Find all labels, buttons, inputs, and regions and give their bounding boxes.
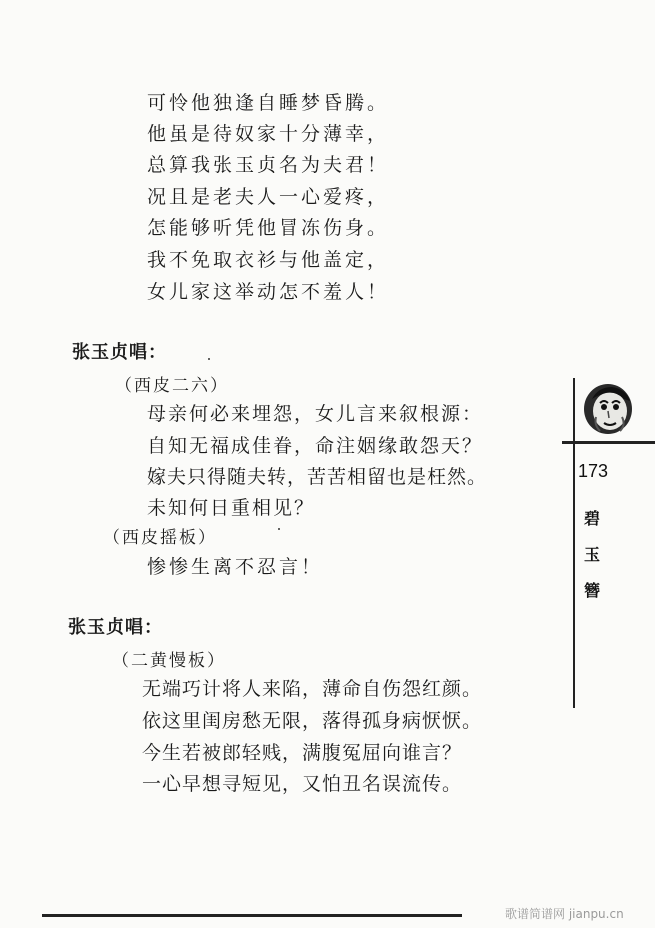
verse-line: 我不免取衣衫与他盖定， — [147, 249, 390, 271]
book-title-char: 簪 — [584, 581, 601, 600]
print-speck — [278, 528, 280, 530]
verse-line: 依这里闺房愁无限，落得孤身病恹恹。 — [142, 710, 483, 732]
tune-label: （西皮二六） — [115, 376, 229, 396]
verse-line: 母亲何必来埋怨，女儿言来叙根源： — [147, 403, 484, 425]
verse-line: 自知无福成佳眷，命注姻缘敢怨天？ — [147, 435, 484, 457]
verse-line: 况且是老夫人一心爱疼， — [147, 186, 390, 208]
verse-line: 嫁夫只得随夫转，苦苦相留也是枉然。 — [147, 466, 488, 488]
print-speck — [208, 358, 210, 360]
page-number: 173 — [578, 461, 609, 481]
verse-line: 总算我张玉贞名为夫君！ — [147, 154, 390, 176]
book-title-char: 碧 — [584, 509, 601, 528]
tune-label: （西皮摇板） — [103, 528, 217, 548]
book-title-char: 玉 — [584, 545, 601, 564]
verse-line: 一心早想寻短见，又怕丑名误流传。 — [142, 773, 463, 795]
watermark: 歌谱简谱网 jianpu.cn — [505, 907, 624, 921]
verse-line: 女儿家这举动怎不羞人！ — [147, 281, 390, 303]
verse-line: 怎能够听凭他冒冻伤身。 — [147, 217, 390, 239]
verse-line: 可怜他独逢自睡梦昏腾。 — [147, 92, 390, 114]
verse-line: 他虽是待奴家十分薄幸， — [147, 123, 390, 145]
speaker-label: 张玉贞唱： — [68, 617, 163, 638]
tune-label: （二黄慢板） — [112, 651, 226, 671]
verse-line: 今生若被郎轻贱，满腹冤屈向谁言？ — [142, 742, 463, 764]
verse-line: 未知何日重相见？ — [147, 497, 316, 519]
verse-line: 惨惨生离不忍言！ — [147, 556, 324, 578]
margin-horizontal-rule — [562, 441, 655, 444]
margin-vertical-rule — [573, 378, 575, 708]
bottom-rule — [42, 914, 462, 917]
opera-mask-icon — [578, 381, 636, 437]
verse-line: 无端巧计将人来陷，薄命自伤怨红颜。 — [142, 678, 483, 700]
speaker-label: 张玉贞唱： — [72, 342, 167, 363]
